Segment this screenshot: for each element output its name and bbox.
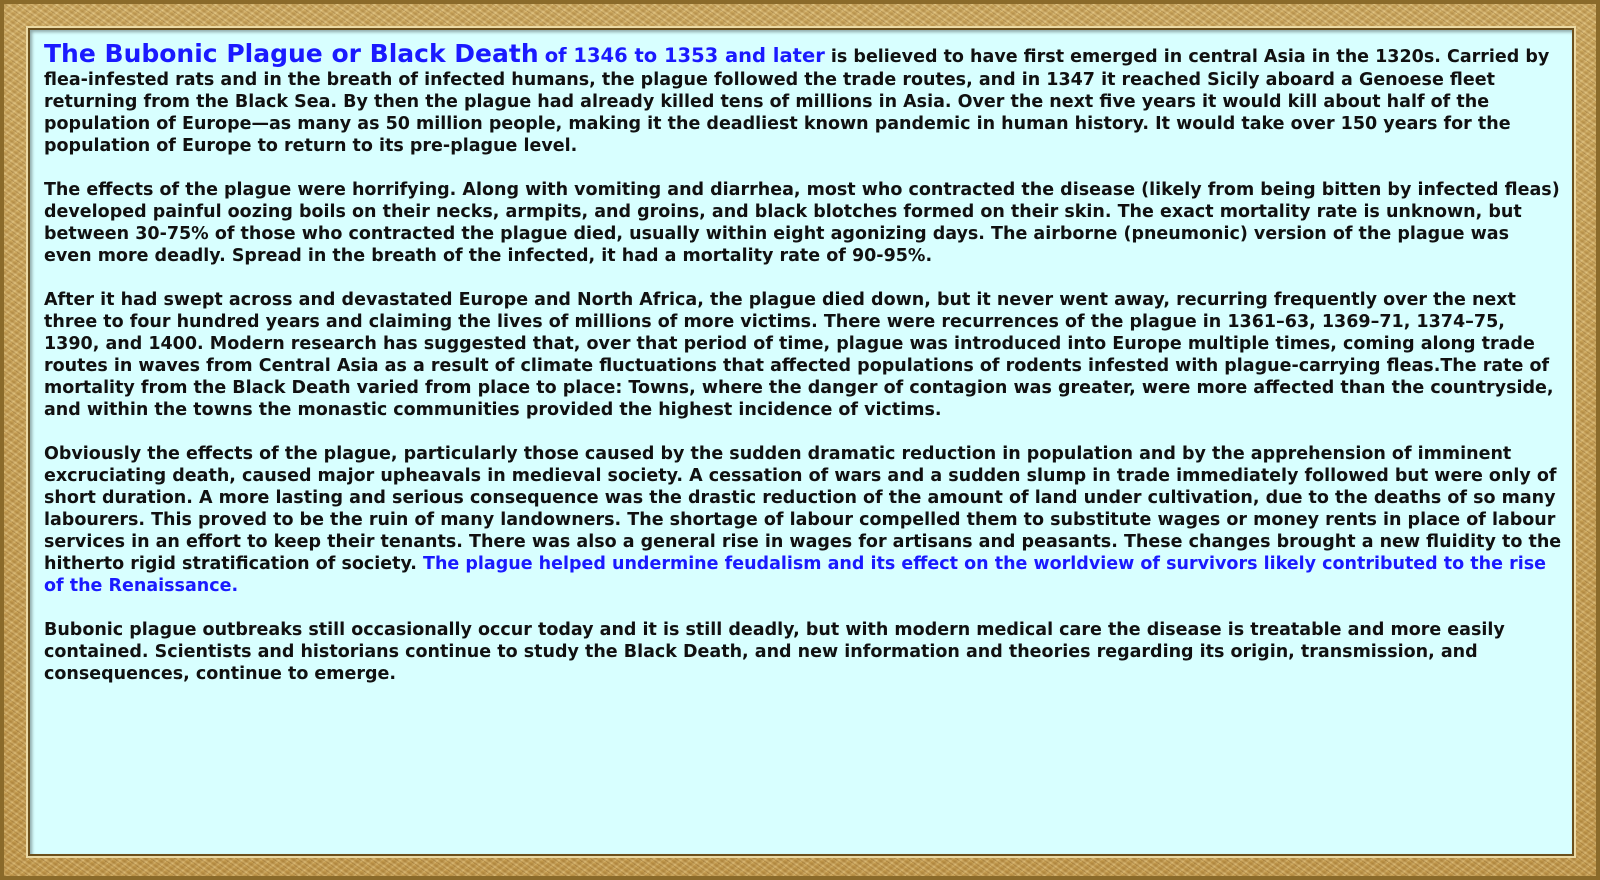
paragraph-intro-text: is believed to have first emerged in central Asia in the 1320s. Carried by flea-infested rats and in the breath of infected humans, the plague followed the trade routes, and in 1347 it reached Sicily aboard a Genoese fleet returning from the Black Sea. By then the plague had already killed tens of millions in Asia. Over the next five years it would kill about half of the population of Europe—as many as 50 million people, making it the deadliest known pandemic in human history. It would take over 150 years for the population of Europe to return to its pre-plague level. — [44, 47, 1550, 156]
paragraph-intro — [44, 39, 1562, 157]
paragraph-modern: Bubonic plague outbreaks still occasionally occur today and it is still deadly, but with modern medical care the disease is treatable and more easily contained. Scientists and historians continue to study the Black Death, and new information and theories regarding its origin, transmission, and consequences, continue to emerge. — [44, 620, 1505, 684]
page-title: The Bubonic Plague or Black Death — [44, 39, 539, 68]
text-panel — [28, 28, 1574, 856]
paragraph-effects: The effects of the plague were horrifying. Along with vomiting and diarrhea, most who contracted the disease (likely from being bitten by infected fleas) developed painful oozing boils on their necks, armpits, and groins, and black blotches formed on their skin. The exact mortality rate is unknown, but between 30-75% of those who contracted the plague died, usually within eight agonizing days. The airborne (pneumonic) version of the plague was even more deadly. Spread in the breath of the infected, it had a mortality rate of 90-95%. — [44, 180, 1560, 266]
paragraph-consequences-text: Obviously the effects of the plague, particularly those caused by the sudden dramatic reduction in population and by the apprehension of imminent excruciating death, caused major upheavals in medieval society. A cessation of wars and a sudden slump in trade immediately followed but were only of short duration. A more lasting and serious consequence was the drastic reduction of the amount of land under cultivation, due to the deaths of so many labourers. This proved to be the ruin of many landowners. The shortage of labour compelled them to substitute wages or money rents in place of labour services in an effort to keep their tenants. There was also a general rise in wages for artisans and peasants. These changes brought a new fluidity to the hitherto rigid stratification of society. — [44, 444, 1562, 574]
paragraph-consequences — [44, 443, 1562, 597]
renaissance-highlight: The plague helped undermine feudalism and its effect on the worldview of survivors likely contributed to the rise of the Renaissance. — [44, 554, 1546, 596]
title-dates: of 1346 to 1353 and later — [544, 44, 825, 67]
paragraph-recurrence: After it had swept across and devastated Europe and North Africa, the plague died down, but it never went away, recurring frequently over the next three to four hundred years and claiming the lives of millions of more victims. There were recurrences of the plague in 1361–63, 1369–71, 1374–75, 1390, and 1400. Modern research has suggested that, over that period of time, plague was introduced into Europe multiple times, coming along trade routes in waves from Central Asia as a result of climate fluctuations that affected populations of rodents infested with plague-carrying fleas.The rate of mortality from the Black Death varied from place to place: Towns, where the danger of contagion was greater, were more affected than the countryside, and within the towns the monastic communities provided the highest incidence of victims. — [44, 290, 1554, 420]
